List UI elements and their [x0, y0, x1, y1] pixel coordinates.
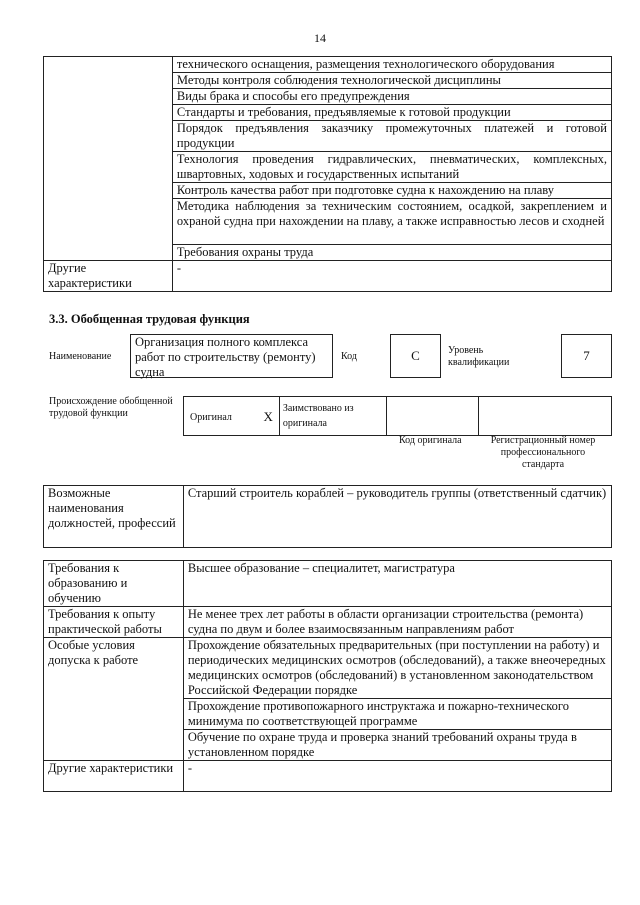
table-label-cell	[44, 57, 173, 261]
education-value: Высшее образование – специалитет, магистратура	[183, 561, 611, 607]
original-label: Оригинал	[190, 411, 232, 423]
other-characteristics-value: -	[172, 261, 611, 292]
table-row: Технология проведения гидравлических, пневматических, комплексных, швартовных, ходовых и государственных испытаний	[172, 152, 611, 183]
function-name-box	[130, 334, 333, 378]
page-number: 14	[314, 31, 326, 45]
reg-number-cell	[479, 397, 612, 436]
section-title: 3.3. Обобщенная трудовая функция	[49, 312, 250, 326]
level-box	[561, 334, 612, 378]
special-condition-item: Прохождение обязательных предварительных (при поступлении на работу) и периодических медицинских осмотров (обследований), а также внеочередных медицинских осмотров (обследований) в установленном законодательством Российской Федерации порядке	[183, 638, 611, 699]
code-box	[390, 334, 441, 378]
function-name-value: Организация полного комплекса работ по строительству (ремонту) судна	[135, 335, 316, 379]
table-row: Виды брака и способы его предупреждения	[172, 89, 611, 105]
positions-table	[43, 485, 612, 548]
original-mark: Х	[263, 408, 273, 424]
table-row: Стандарты и требования, предъявляемые к готовой продукции	[172, 105, 611, 121]
table-row: Требования охраны труда	[172, 245, 611, 261]
level-value: 7	[583, 348, 590, 363]
positions-label: Возможные наименования должностей, профессий	[44, 486, 184, 548]
experience-value: Не менее трех лет работы в области организации строительства (ремонта) судна по двум и более взаимосвязанным направлениям работ	[183, 607, 611, 638]
positions-value: Старший строитель кораблей – руководитель группы (ответственный сдатчик)	[183, 486, 611, 548]
code-value: С	[411, 348, 420, 363]
origin-table	[183, 396, 612, 436]
special-condition-item: Обучение по охране труда и проверка знаний требований охраны труда в установленном порядке	[183, 730, 611, 761]
code-original-cell	[386, 397, 479, 436]
table-row: Порядок предъявления заказчику промежуточных платежей и готовой продукции	[172, 121, 611, 152]
borrowed-cell	[279, 397, 386, 436]
table-row: Контроль качества работ при подготовке судна к нахождению на плаву	[172, 183, 611, 199]
origin-label: Происхождение обобщенной трудовой функции	[49, 396, 173, 419]
other-characteristics-label: Другие характеристики	[44, 261, 173, 292]
reg-number-caption: Регистрационный номер профессионального стандарта	[490, 435, 596, 470]
borrowed-label: Заимствовано из оригинала	[282, 403, 354, 429]
level-label: Уровень квалификации	[448, 345, 510, 368]
knowledge-table	[43, 56, 612, 292]
code-label: Код	[341, 351, 357, 362]
table-row: Методика наблюдения за техническим состоянием, осадкой, закреплением и охраной судна при нахождении на плаву, а также исправностью лесов и сходней	[172, 199, 611, 245]
experience-label: Требования к опыту практической работы	[44, 607, 184, 638]
code-original-caption: Код оригинала	[399, 435, 462, 446]
table-row: технического оснащения, размещения технологического оборудования	[172, 57, 611, 73]
special-conditions-label: Особые условия допуска к работе	[44, 638, 184, 761]
special-condition-item: Прохождение противопожарного инструктажа и пожарно-технического минимума по соответствующей программе	[183, 699, 611, 730]
education-label: Требования к образованию и обучению	[44, 561, 184, 607]
original-cell	[184, 397, 280, 436]
requirements-table	[43, 560, 612, 792]
other-characteristics-label: Другие характеристики	[44, 761, 184, 792]
other-characteristics-value: -	[183, 761, 611, 792]
name-label: Наименование	[49, 351, 112, 362]
table-row: Методы контроля соблюдения технологической дисциплины	[172, 73, 611, 89]
